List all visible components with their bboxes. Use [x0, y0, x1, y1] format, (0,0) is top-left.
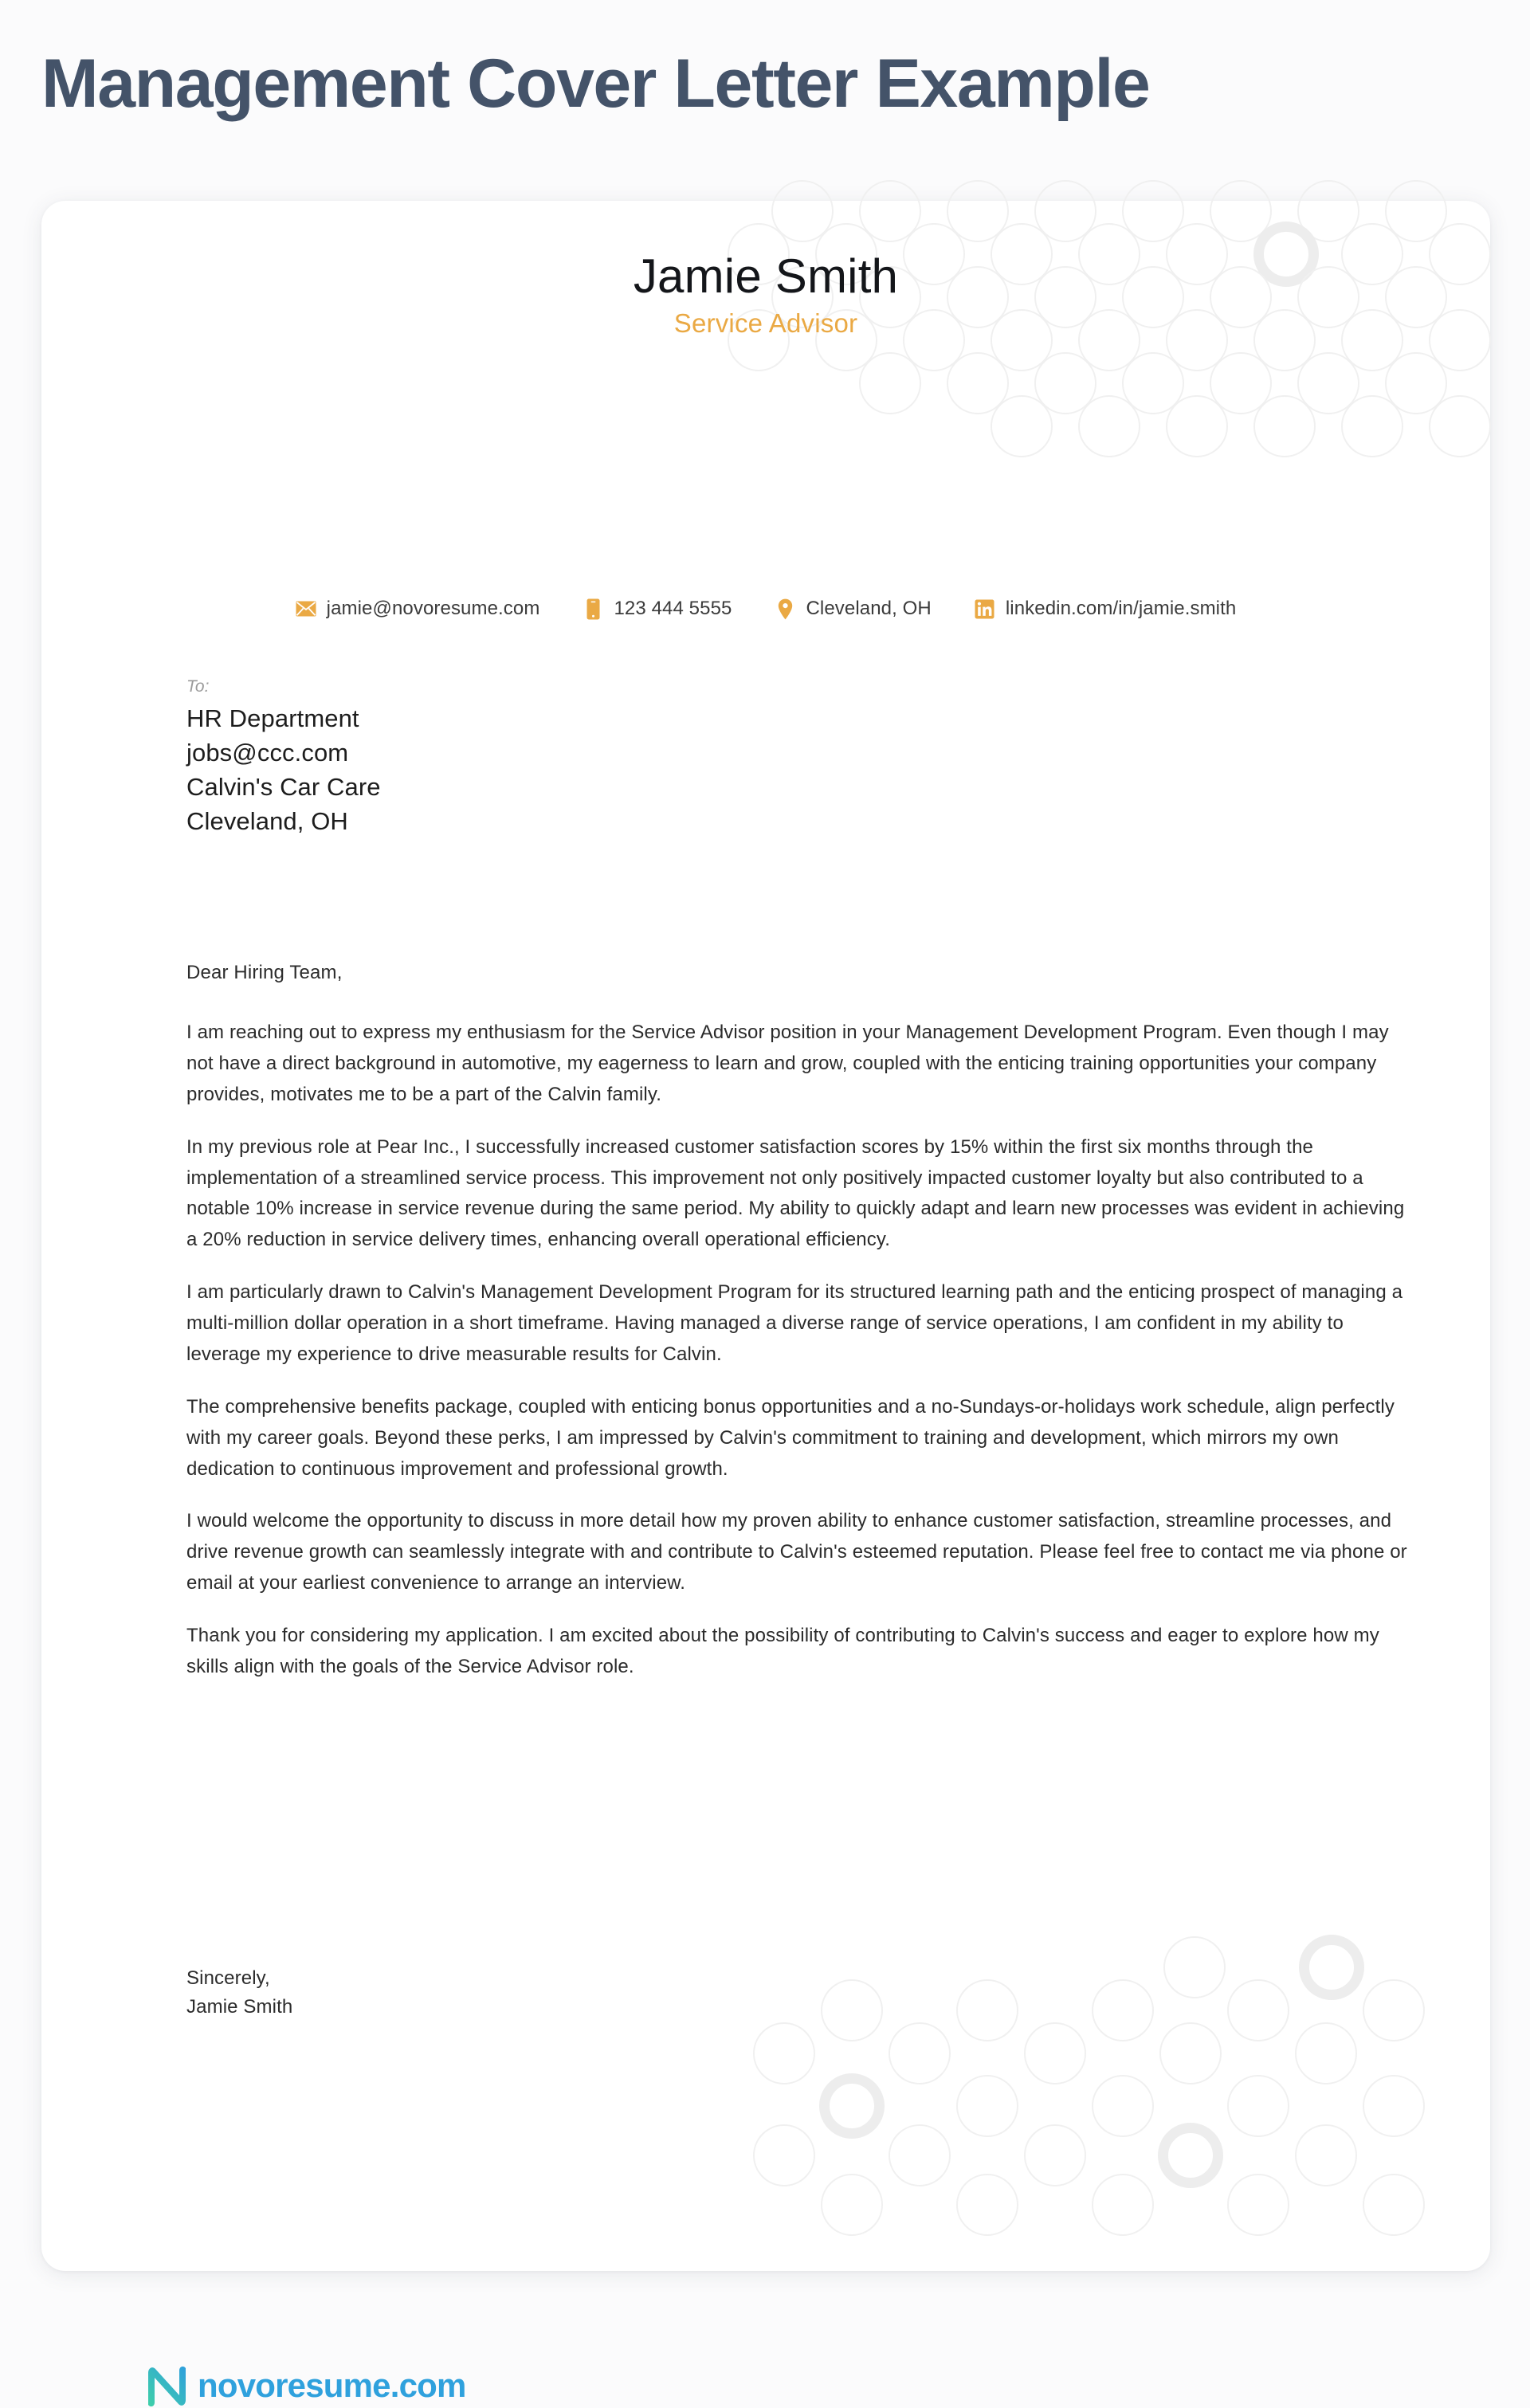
novoresume-logo-mark-icon: [145, 2363, 190, 2408]
letter-body: [186, 962, 1414, 1683]
applicant-job-title: Service Advisor: [673, 308, 858, 338]
body-paragraph: I am particularly drawn to Calvin's Management Development Program for its structured learning path and the enticing prospect of managing a multi-million dollar operation in a short timeframe. Having managed a diverse range of service operations, I am confident in my ability to leverage my experience to drive measurable results for Calvin.: [186, 1281, 1403, 1365]
contact-item-phone[interactable]: [583, 598, 732, 620]
body-paragraph: I am reaching out to express my enthusiasm for the Service Advisor position in your Management Development Program. Even though I may not have a direct background in automotive, my eagerness to learn and grow, coupled with the enticing training opportunities your company provides, motivates me to be a part of the Calvin family.: [186, 1022, 1389, 1105]
contact-item-location[interactable]: [775, 598, 931, 620]
contact-location-text: Cleveland, OH: [806, 598, 932, 619]
signature-closing: Sincerely,: [186, 1967, 270, 1989]
body-paragraph: I would welcome the opportunity to discuss in more detail how my proven ability to enhance customer satisfaction, streamline processes, and drive revenue growth can seamlessly integrate with and contribute to Calvin's esteemed reputation. Please feel free to contact me via phone or email at your earliest convenience to arrange an interview.: [186, 1510, 1407, 1594]
email-icon: [296, 598, 316, 619]
body-paragraph: The comprehensive benefits package, coupled with enticing bonus opportunities and a no-Sundays-or-holidays work schedule, align perfectly with my career goals. Beyond these perks, I am impressed by Calvin's commitment to training and development, which mirrors my own dedication to continuous improvement and professional growth.: [186, 1395, 1395, 1480]
page-heading: [41, 16, 1508, 151]
body-paragraph: In my previous role at Pear Inc., I successfully increased customer satisfaction scores by 15% within the first six months through the implementation of a streamlined service process. This improvement not only positively impacted customer loyalty but also contributed to a notable 10% increase in service revenue during the same period. My ability to quickly adapt and learn new processes was evident in achieving a 20% reduction in service delivery times, enhancing overall operational efficiency.: [186, 1135, 1405, 1251]
novoresume-logo[interactable]: [145, 2363, 466, 2408]
contact-linkedin-text: linkedin.com/in/jamie.smith: [1005, 598, 1237, 619]
salutation: Dear Hiring Team,: [186, 962, 343, 983]
cover-letter-card: [41, 201, 1490, 2404]
applicant-name: Jamie Smith: [633, 249, 899, 303]
contact-row: [41, 598, 1490, 620]
signature-block: [186, 1964, 292, 2022]
contact-phone-text: 123 444 5555: [614, 598, 732, 619]
signature-name: Jamie Smith: [186, 1996, 293, 2018]
recipient-label: To:: [186, 677, 210, 696]
phone-icon: [583, 598, 603, 619]
page-title: Management Cover Letter Example: [41, 45, 1150, 122]
recipient-line-location: Cleveland, OH: [186, 807, 348, 836]
contact-item-email[interactable]: [296, 598, 540, 620]
contact-email-text: jamie@novoresume.com: [326, 598, 540, 619]
novoresume-logo-text: novoresume.com: [198, 2367, 466, 2404]
letter-header: [41, 249, 1490, 339]
recipient-line-department: HR Department: [186, 704, 359, 732]
location-pin-icon: [775, 598, 795, 619]
recipient-line-email: jobs@ccc.com: [186, 739, 349, 767]
recipient-line-company: Calvin's Car Care: [186, 773, 381, 802]
decorative-rings-bottom-right: [773, 1896, 1490, 2271]
recipient-block: [186, 677, 381, 838]
contact-item-linkedin[interactable]: [975, 598, 1236, 620]
linkedin-icon: [975, 598, 995, 619]
body-paragraph: Thank you for considering my application. I am excited about the possibility of contributing to Calvin's success and eager to explore how my skills align with the goals of the Service Advisor role.: [186, 1625, 1379, 1677]
